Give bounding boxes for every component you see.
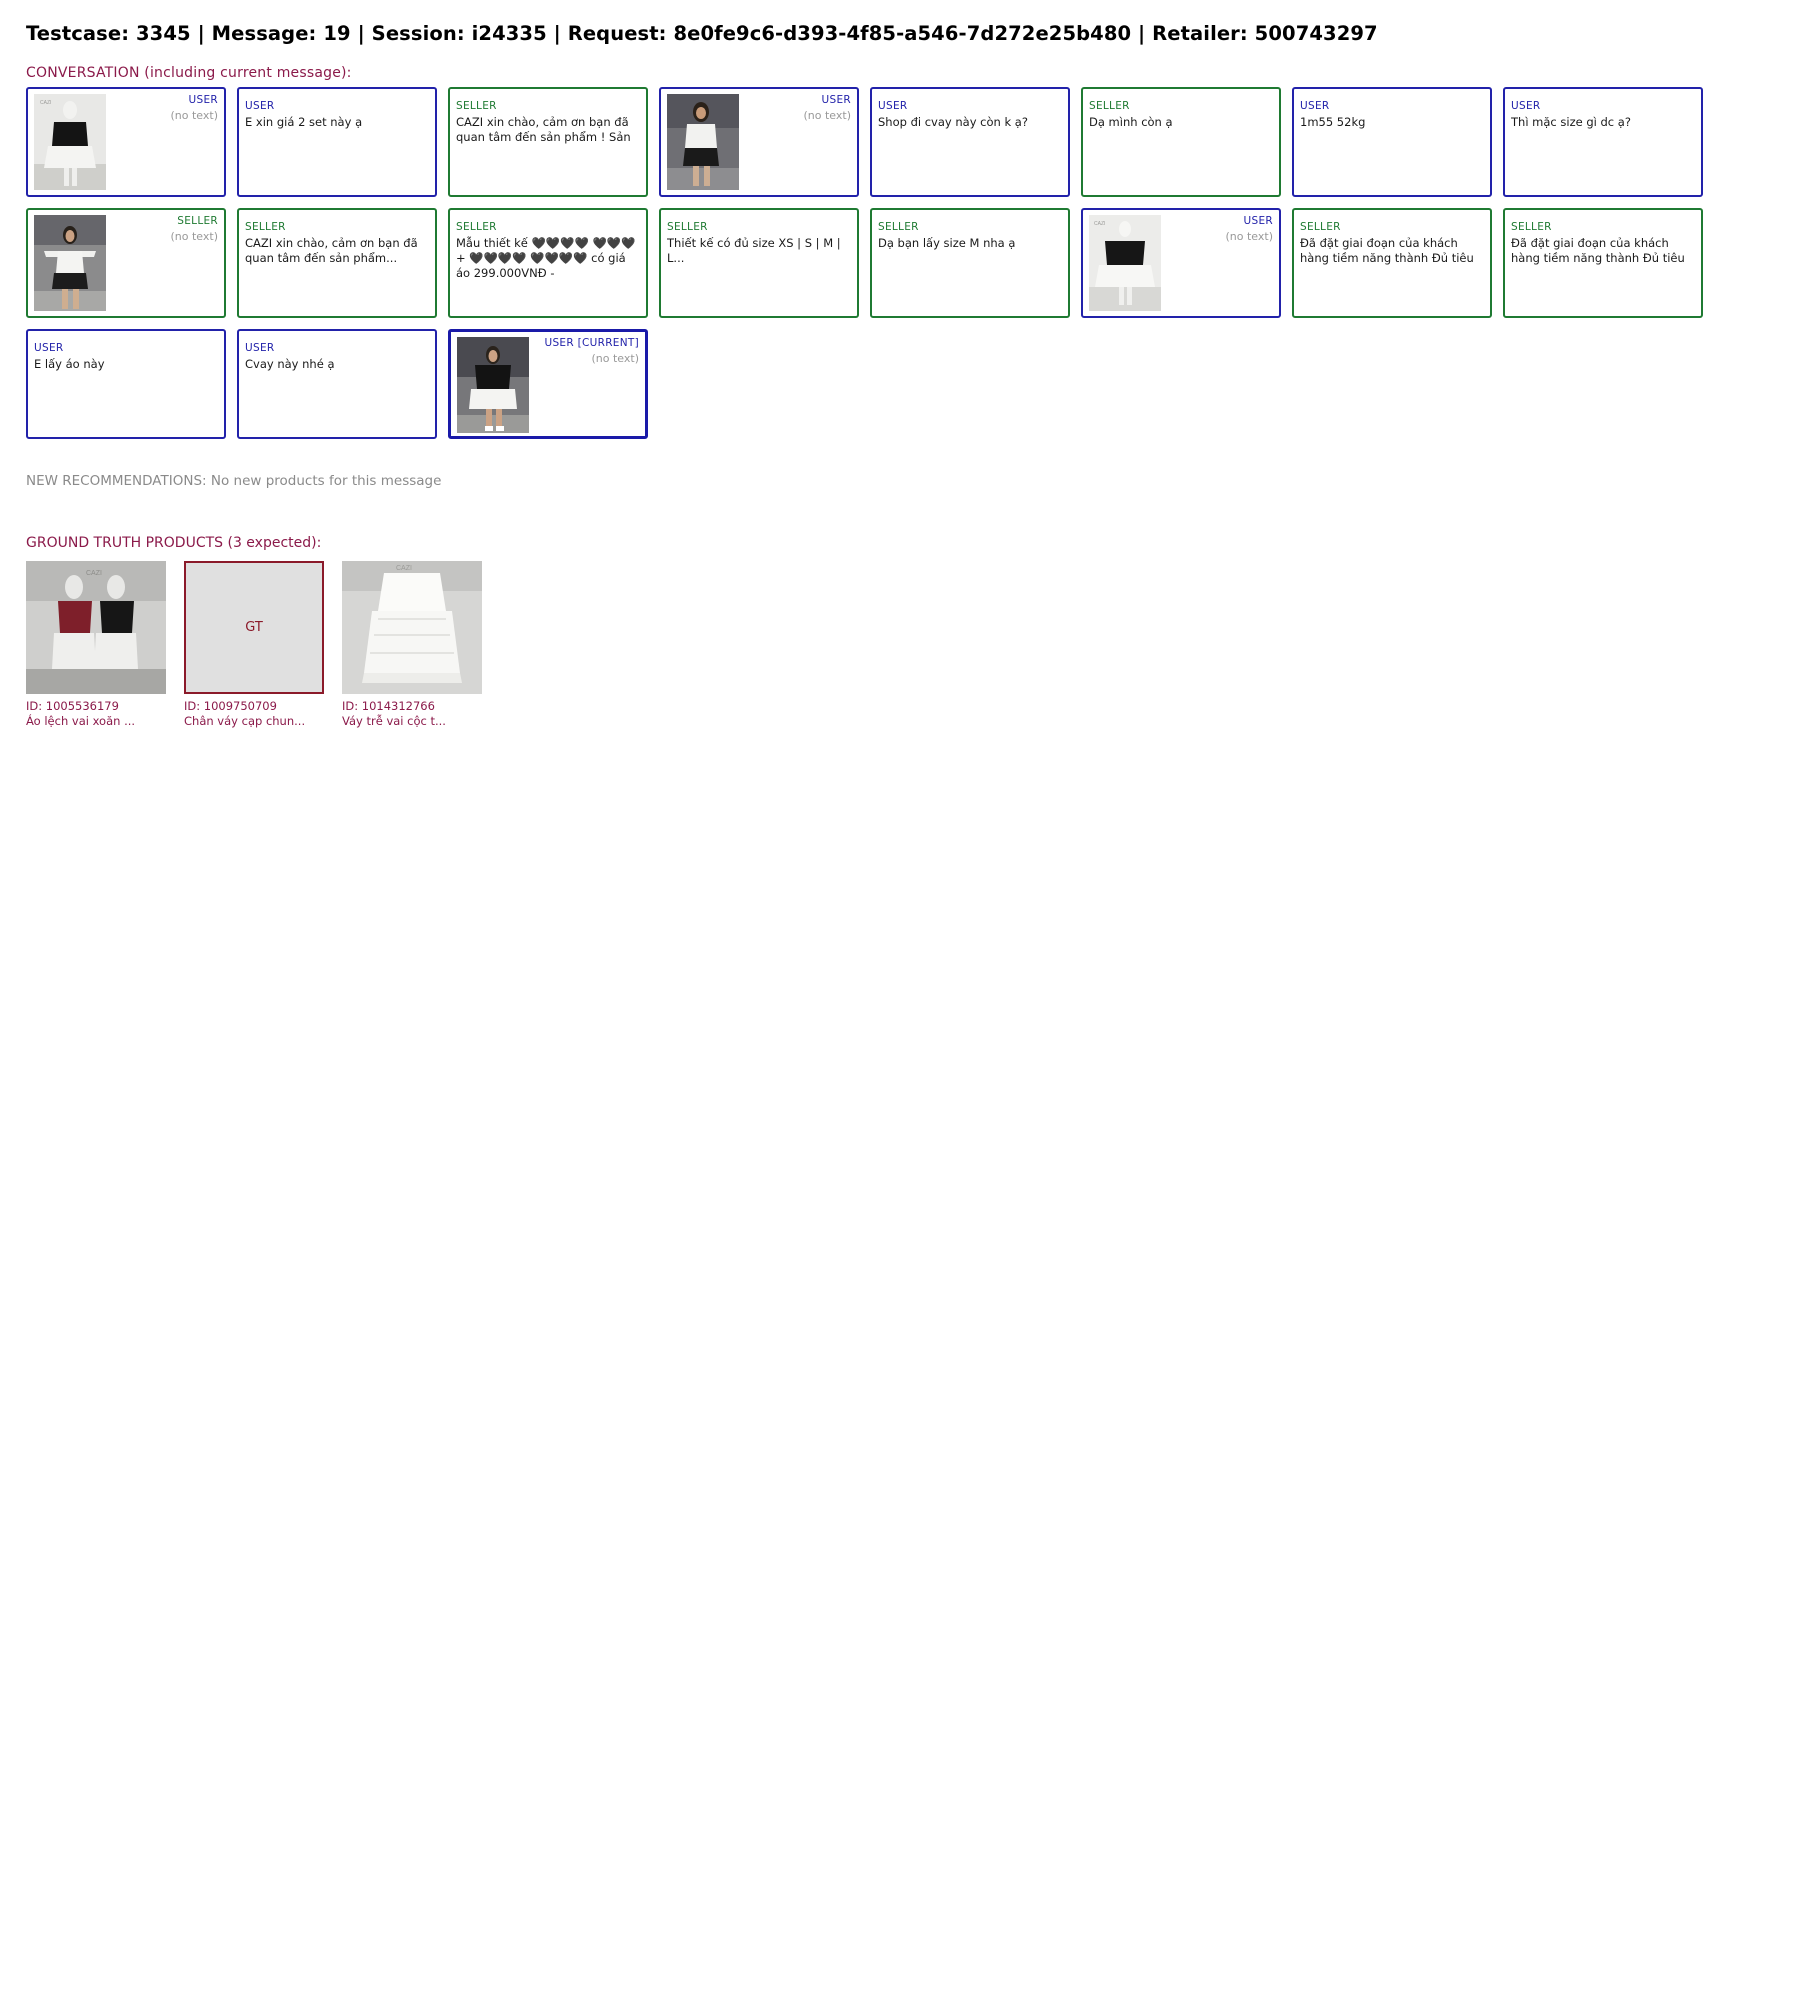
message-body	[1089, 94, 1273, 191]
message-text: Thiết kế có đủ size XS | S | M | L...	[667, 236, 841, 265]
ground-truth-card[interactable]	[342, 561, 482, 729]
message-body	[878, 215, 1062, 312]
product-image[interactable]	[26, 561, 166, 694]
message-no-text: (no text)	[591, 352, 639, 365]
recommendations-status: No new products for this message	[210, 473, 442, 489]
message-role: SELLER	[667, 221, 708, 233]
message-body	[245, 215, 429, 312]
message-role: SELLER	[245, 221, 286, 233]
message-text: 1m55 52kg	[1300, 115, 1366, 129]
page-title: Testcase: 3345 | Message: 19 | Session: i24335 | Request: 8e0fe9c6-d393-4f85-a546-7d272e25b480 | Retailer: 500743297	[26, 22, 1378, 45]
message-role: SELLER	[1511, 221, 1552, 233]
message-role: USER	[188, 94, 218, 106]
message-text: Thì mặc size gì dc ạ?	[1511, 115, 1631, 129]
product-id: ID: 1014312766	[342, 699, 435, 713]
message-role: SELLER	[878, 221, 919, 233]
page-root	[0, 0, 1800, 729]
message-text: Đã đặt giai đoạn của khách hàng tiềm năng thành Đủ tiêu	[1300, 236, 1474, 265]
message-body	[245, 94, 429, 191]
message-thumbnail[interactable]	[1089, 215, 1161, 311]
message-role: USER	[1300, 100, 1330, 112]
message-card[interactable]	[1503, 87, 1703, 197]
message-card-current[interactable]	[448, 329, 648, 439]
message-role: USER	[245, 342, 275, 354]
message-text: Dạ mình còn ạ	[1089, 115, 1173, 129]
recommendations-label: NEW RECOMMENDATIONS:	[26, 473, 207, 489]
message-card[interactable]	[870, 208, 1070, 318]
message-role: USER [CURRENT]	[544, 337, 639, 349]
message-body	[1300, 94, 1484, 191]
message-card[interactable]	[1081, 208, 1281, 318]
svg-text:CAZI: CAZI	[86, 570, 102, 577]
svg-text:CAZI: CAZI	[40, 100, 52, 106]
message-body	[878, 94, 1062, 191]
message-card[interactable]	[237, 87, 437, 197]
message-body	[667, 215, 851, 312]
message-card[interactable]	[26, 208, 226, 318]
svg-text:CAZI: CAZI	[396, 565, 412, 572]
gt-placeholder-label: GT	[245, 620, 263, 635]
message-body	[112, 215, 218, 312]
message-body	[112, 94, 218, 191]
ground-truth-card[interactable]	[26, 561, 166, 729]
message-no-text: (no text)	[1225, 230, 1273, 243]
message-card[interactable]	[1292, 87, 1492, 197]
message-body	[456, 215, 640, 312]
message-role: SELLER	[1300, 221, 1341, 233]
product-name: Chân váy cạp chun...	[184, 714, 306, 728]
message-role: USER	[245, 100, 275, 112]
message-no-text: (no text)	[170, 109, 218, 122]
message-card[interactable]	[26, 329, 226, 439]
message-text: E xin giá 2 set này ạ	[245, 115, 363, 129]
message-role: SELLER	[456, 100, 497, 112]
message-text: Shop đi cvay này còn k ạ?	[878, 115, 1028, 129]
message-role: SELLER	[456, 221, 497, 233]
message-body	[1511, 215, 1695, 312]
message-no-text: (no text)	[803, 109, 851, 122]
message-card[interactable]	[659, 87, 859, 197]
message-role: USER	[1511, 100, 1541, 112]
conversation-grid	[26, 87, 1706, 439]
message-text: CAZI xin chào, cảm ơn bạn đã quan tâm đến sản phẩm...	[245, 236, 418, 265]
message-card[interactable]	[26, 87, 226, 197]
message-card[interactable]	[1081, 87, 1281, 197]
message-role: USER	[821, 94, 851, 106]
message-thumbnail[interactable]	[667, 94, 739, 190]
message-body	[456, 94, 640, 191]
product-name: Áo lệch vai xoăn ...	[26, 714, 136, 728]
message-body	[245, 336, 429, 433]
message-card[interactable]	[448, 208, 648, 318]
message-no-text: (no text)	[170, 230, 218, 243]
message-role: SELLER	[177, 215, 218, 227]
message-body	[535, 337, 639, 432]
message-card[interactable]	[237, 208, 437, 318]
message-text: Dạ bạn lấy size M nha ạ	[878, 236, 1016, 250]
ground-truth-card[interactable]	[184, 561, 324, 729]
message-card[interactable]	[1503, 208, 1703, 318]
conversation-label: CONVERSATION (including current message):	[26, 65, 352, 81]
message-text: Đã đặt giai đoạn của khách hàng tiềm năng thành Đủ tiêu	[1511, 236, 1685, 265]
ground-truth-label: GROUND TRUTH PRODUCTS (3 expected):	[26, 535, 322, 551]
message-text: Mẫu thiết kế 🖤🖤🖤🖤 🖤🖤🖤 + 🖤🖤🖤🖤 🖤🖤🖤🖤 có giá áo 299.000VNĐ -	[456, 236, 636, 280]
ground-truth-section	[26, 535, 1774, 729]
svg-text:CAZI: CAZI	[1094, 221, 1106, 227]
message-card[interactable]	[1292, 208, 1492, 318]
message-body	[1511, 94, 1695, 191]
product-image[interactable]	[342, 561, 482, 694]
product-id: ID: 1009750709	[184, 699, 277, 713]
message-card[interactable]	[237, 329, 437, 439]
message-text: CAZI xin chào, cảm ơn bạn đã quan tâm đến sản phẩm ! Sản	[456, 115, 631, 144]
message-card[interactable]	[448, 87, 648, 197]
message-body	[1300, 215, 1484, 312]
message-role: SELLER	[1089, 100, 1130, 112]
product-image-placeholder[interactable]	[184, 561, 324, 694]
message-card[interactable]	[659, 208, 859, 318]
message-body	[1167, 215, 1273, 312]
ground-truth-grid	[26, 561, 1774, 729]
message-role: USER	[878, 100, 908, 112]
message-body	[34, 336, 218, 433]
message-thumbnail[interactable]	[457, 337, 529, 433]
message-body	[745, 94, 851, 191]
message-text: E lấy áo này	[34, 357, 105, 371]
message-card[interactable]	[870, 87, 1070, 197]
message-thumbnail[interactable]	[34, 215, 106, 311]
message-role: USER	[34, 342, 64, 354]
recommendations-row	[26, 473, 1774, 489]
product-id: ID: 1005536179	[26, 699, 119, 713]
message-thumbnail[interactable]	[34, 94, 106, 190]
message-role: USER	[1243, 215, 1273, 227]
message-text: Cvay này nhé ạ	[245, 357, 335, 371]
product-name: Váy trễ vai cộc t...	[342, 714, 446, 728]
